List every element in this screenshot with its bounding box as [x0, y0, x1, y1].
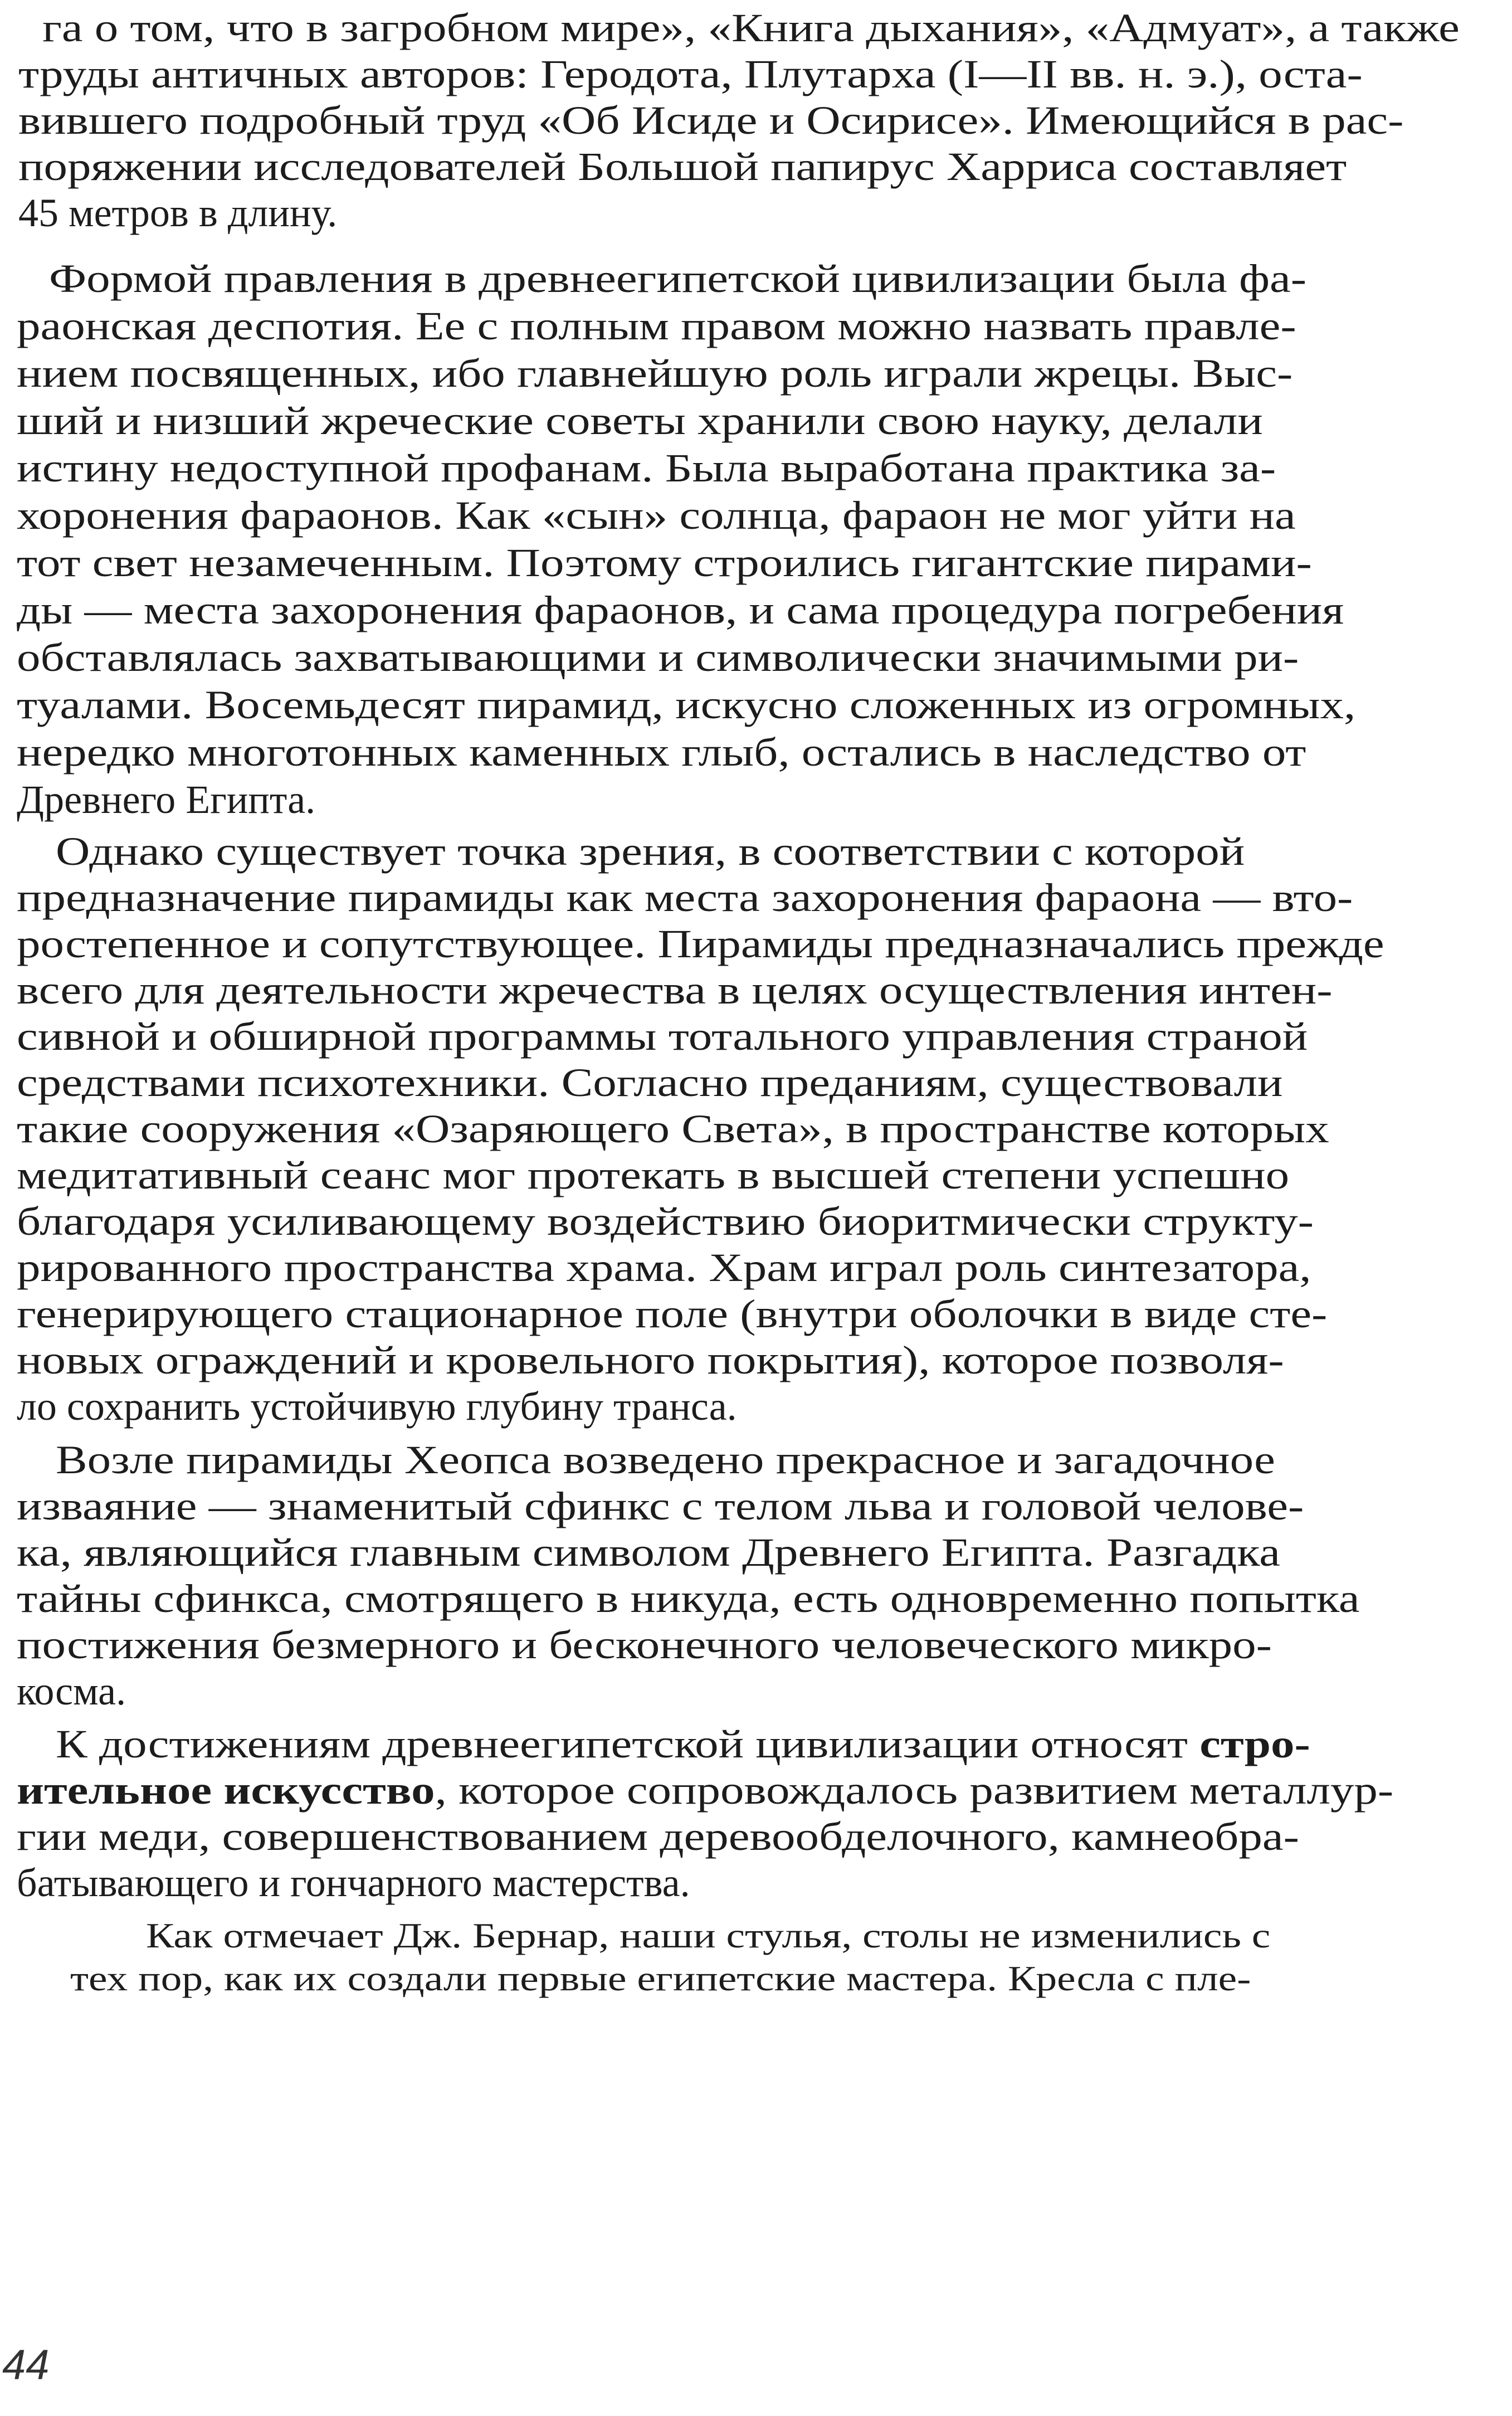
text-line: истину недоступной профанам. Была выработана практика за-	[17, 446, 1276, 490]
text-line: ка, являющийся главным символом Древнего Египта. Разгадка	[17, 1530, 1280, 1575]
text-line: га о том, что в загробном мире», «Книга дыхания», «Адмуат», а также	[42, 6, 1460, 50]
text-line: постижения безмерного и бесконечного человеческого микро-	[17, 1623, 1272, 1667]
text-line: вившего подробный труд «Об Исиде и Осирисе». Имеющийся в рас-	[18, 98, 1404, 143]
text-line: тех пор, как их создали первые египетские мастера. Кресла с пле-	[70, 1959, 1251, 1998]
text-line: обставлялась захватывающими и символически значимыми ри-	[17, 635, 1299, 680]
text-line: медитативный сеанс мог протекать в высшей степени успешно	[17, 1153, 1290, 1197]
bold-term: ительное искусство	[17, 1768, 435, 1813]
text-line: рированного пространства храма. Храм играл роль синтезатора,	[17, 1245, 1311, 1290]
text-line: такие сооружения «Озаряющего Света», в пространстве которых	[17, 1107, 1329, 1151]
text-line: Однако существует точка зрения, в соответствии с которой	[56, 829, 1245, 874]
text-line: Как отмечает Дж. Бернар, наши стулья, столы не изменились с	[146, 1916, 1271, 1955]
text-line	[17, 1768, 1393, 1813]
text-line: изваяние — знаменитый сфинкс с телом льва и головой челове-	[17, 1484, 1304, 1528]
text-line: батывающего и гончарного мастерства.	[17, 1860, 690, 1905]
text-line: средствами психотехники. Согласно преданиям, существовали	[17, 1060, 1283, 1105]
text-line: поряжении исследователей Большой папирус Харриса составляет	[18, 144, 1347, 189]
text-line: генерирующего стационарное поле (внутри оболочки в виде сте-	[17, 1292, 1328, 1336]
text-line: ло сохранить устойчивую глубину транса.	[17, 1384, 737, 1429]
text-line: благодаря усиливающему воздействию биоритмически структу-	[17, 1199, 1314, 1244]
text-line: сивной и обширной программы тотального управления страной	[17, 1014, 1308, 1059]
text-segment: К достижениям древнеегипетской цивилизации относят	[56, 1722, 1200, 1766]
text-line: труды античных авторов: Геродота, Плутарха (I—II вв. н. э.), оста-	[18, 52, 1363, 96]
text-line: Древнего Египта.	[17, 777, 316, 822]
text-line	[56, 1722, 1310, 1766]
text-line: тайны сфинкса, смотрящего в никуда, есть одновременно попытка	[17, 1576, 1360, 1621]
text-line: Возле пирамиды Хеопса возведено прекрасное и загадочное	[56, 1438, 1275, 1482]
text-line: гии меди, совершенствованием деревообделочного, камнеобра-	[17, 1814, 1299, 1859]
text-line: раонская деспотия. Ее с полным правом можно назвать правле-	[17, 304, 1296, 348]
text-line: всего для деятельности жречества в целях осуществления интен-	[17, 968, 1333, 1012]
text-line: предназначение пирамиды как места захоронения фараона — вто-	[17, 875, 1353, 920]
text-segment: , которое сопровождалось развитием металлур-	[435, 1768, 1394, 1813]
text-line: новых ограждений и кровельного покрытия), которое позволя-	[17, 1338, 1284, 1382]
text-line: ды — места захоронения фараонов, и сама процедура погребения	[17, 588, 1344, 632]
text-line: ростепенное и сопутствующее. Пирамиды предназначались прежде	[17, 922, 1384, 966]
text-line: косма.	[17, 1669, 126, 1713]
text-line: ший и низший жреческие советы хранили свою науку, делали	[17, 398, 1263, 443]
text-line: тот свет незамеченным. Поэтому строились гигантские пирами-	[17, 540, 1312, 585]
text-line: 45 метров в длину.	[18, 191, 338, 235]
text-line: нием посвященных, ибо главнейшую роль играли жрецы. Выс-	[17, 351, 1293, 396]
bold-term: стро-	[1199, 1722, 1310, 1766]
text-line: Формой правления в древнеегипетской цивилизации была фа-	[49, 256, 1307, 301]
page-number: 44	[2, 2341, 50, 2389]
text-line: хоронения фараонов. Как «сын» солнца, фараон не мог уйти на	[17, 493, 1296, 538]
text-line: нередко многотонных каменных глыб, остались в наследство от	[17, 730, 1306, 775]
text-line: туалами. Восемьдесят пирамид, искусно сложенных из огромных,	[17, 683, 1356, 727]
